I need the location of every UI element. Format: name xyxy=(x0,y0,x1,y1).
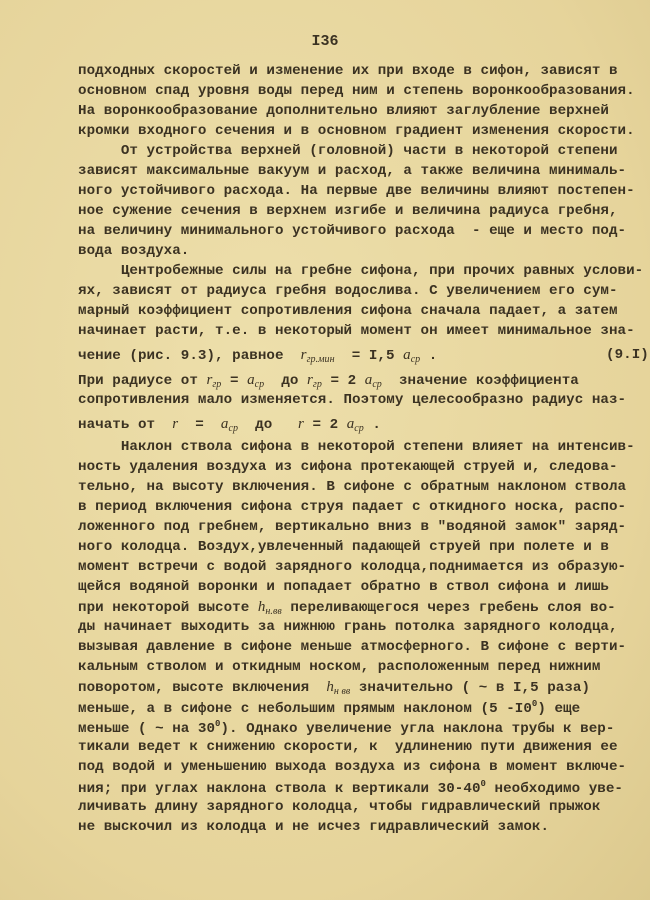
text-segment: значительно ( ~ в I,5 раза) xyxy=(350,680,591,696)
text-segment: значение коэффициента xyxy=(381,373,579,389)
formula-part: гр.мин xyxy=(306,354,335,365)
formula-part: 0 xyxy=(480,779,486,789)
text-line xyxy=(78,63,618,79)
text-segment: Центробежные силы на гребне сифона, при прочих равных услови- xyxy=(78,263,644,279)
text-segment: начать от xyxy=(78,417,173,433)
formula-part: гр xyxy=(312,379,322,390)
text-segment: личивать длину зарядного колодца, чтобы гидравлический прыжок xyxy=(78,799,601,815)
text-segment: ного колодца. Воздух,увлеченный падающей струей при полете и в xyxy=(78,539,609,555)
formula-part: a xyxy=(346,416,355,432)
text-segment: кромки входного сечения и в основном градиент изменения скорости. xyxy=(78,123,635,139)
text-segment: = 2 xyxy=(321,373,365,389)
text-segment: . xyxy=(363,417,381,433)
text-segment: От устройства верхней (головной) части в некоторой степени xyxy=(78,143,618,159)
text-line xyxy=(78,759,626,775)
text-line xyxy=(78,799,600,815)
formula-part: ср xyxy=(410,354,421,365)
equation-number: (9.I) xyxy=(606,347,649,363)
text-segment: кальным стволом и откидным носком, расположенным перед нижним xyxy=(78,659,601,675)
text-segment: начинает расти, т.е. в некоторый момент он имеет минимальное зна- xyxy=(78,323,635,339)
text-line xyxy=(78,499,626,515)
text-segment: до xyxy=(238,417,298,433)
text-line xyxy=(78,559,626,575)
text-segment: до xyxy=(264,373,308,389)
formula-part: a xyxy=(364,372,373,388)
text-segment: На воронкообразование дополнительно влияют заглубление верхней xyxy=(78,103,609,119)
formula-part: a xyxy=(247,372,255,388)
text-line xyxy=(78,519,626,535)
text-line xyxy=(78,579,609,595)
text-line xyxy=(78,123,635,139)
text-segment: ное сужение сечения в верхнем изгибе и величина радиуса гребня, xyxy=(78,203,618,219)
text-segment: ложенного под гребнем, вертикально вниз в "водяной замок" заряд- xyxy=(78,519,627,535)
text-line xyxy=(78,103,609,119)
text-line xyxy=(78,539,609,555)
formula-part: 0 xyxy=(531,699,538,709)
text-segment: необходимо уве- xyxy=(485,781,623,797)
text-segment: = xyxy=(178,417,221,433)
text-line xyxy=(78,323,635,339)
text-line xyxy=(78,659,600,675)
text-line xyxy=(78,819,549,835)
text-segment: тельно, на высоту включения. В сифоне с обратным наклоном ствола xyxy=(78,479,627,495)
formula-part: r xyxy=(297,416,304,432)
text-segment: переливающегося через гребень слоя во- xyxy=(281,600,616,616)
formula-part: ср xyxy=(228,423,239,434)
text-segment: ях, зависят от радиуса гребня водослива. С увеличением его сум- xyxy=(78,283,618,299)
text-line xyxy=(78,143,618,159)
text-segment: тикали ведет к снижению скорости, к удлинению пути движения ее xyxy=(78,739,618,755)
text-segment: зависят максимальные вакуум и расход, а также величина минималь- xyxy=(78,163,627,179)
text-line xyxy=(78,183,635,199)
formula-part: r xyxy=(307,372,313,388)
text-segment: ) еще xyxy=(537,701,581,717)
text-segment: = xyxy=(221,373,248,389)
text-segment: вода воздуха. xyxy=(78,243,190,259)
text-segment: под водой и уменьшению выхода воздуха из сифона в момент включе- xyxy=(78,759,627,775)
page-number: I36 xyxy=(311,33,339,50)
text-segment: поворотом, высоте включения xyxy=(78,680,327,696)
text-segment: основном спад уровня воды перед ним и степень воронкообразования. xyxy=(78,83,635,99)
text-line xyxy=(78,243,189,259)
text-line xyxy=(78,347,649,365)
text-segment: меньше ( ~ на 30 xyxy=(78,721,216,737)
text-segment: щейся водяной воронки и попадает обратно в ствол сифона и лишь xyxy=(78,579,609,595)
text-line xyxy=(78,223,626,239)
formula-part: 0 xyxy=(215,719,221,729)
text-line xyxy=(78,392,626,408)
text-segment: в период включения сифона струя падает с откидного носка, распо- xyxy=(78,499,627,515)
text-line xyxy=(78,599,616,617)
formula-part: r xyxy=(300,347,307,363)
text-line xyxy=(78,83,635,99)
text-segment: . xyxy=(420,348,438,364)
text-segment: Наклон ствола сифона в некоторой степени влияет на интенсив- xyxy=(78,439,635,455)
formula-part: h xyxy=(326,679,334,695)
text-line xyxy=(78,303,618,319)
formula-part: ср xyxy=(354,423,364,434)
text-line xyxy=(78,283,618,299)
text-segment: чение (рис. 9.3), равное xyxy=(78,348,301,364)
text-line xyxy=(78,439,635,455)
text-line xyxy=(78,203,618,219)
text-segment: ). Однако увеличение угла наклона трубы к вер- xyxy=(220,721,615,737)
text-segment: не выскочил из колодца и не исчез гидравлический замок. xyxy=(78,819,550,835)
text-segment: При радиусе от xyxy=(78,373,207,389)
text-line xyxy=(78,619,618,635)
text-segment: меньше, а в сифоне с небольшим прямым наклоном (5 -I0 xyxy=(78,701,532,717)
text-segment: на величину минимального устойчивого расхода - еще и место под- xyxy=(78,223,627,239)
text-line xyxy=(78,263,643,279)
text-segment: ность удаления воздуха из сифона протекающей струей и, следова- xyxy=(78,459,618,475)
formula-part: a xyxy=(403,347,411,363)
formula-part: ср xyxy=(372,379,382,390)
text-segment: = I,5 xyxy=(334,348,404,364)
text-segment: момент встречи с водой зарядного колодца,поднимается из образую- xyxy=(78,559,627,575)
formula-part: ср xyxy=(254,379,265,390)
text-segment: подходных скоростей и изменение их при входе в сифон, зависят в xyxy=(78,63,618,79)
formula-part: a xyxy=(220,416,229,432)
text-line xyxy=(78,639,626,655)
formula-part: гр xyxy=(212,379,222,390)
text-line xyxy=(78,739,618,755)
text-segment: марный коэффициент сопротивления сифона сначала падает, а затем xyxy=(78,303,618,319)
text-line xyxy=(78,163,626,179)
text-line xyxy=(78,719,614,737)
text-segment: ния; при углах наклона ствола к вертикали 30-40 xyxy=(78,781,481,797)
formula-part: h xyxy=(257,599,266,615)
formula-part: н.вв xyxy=(265,606,282,617)
formula-part: н вв xyxy=(333,686,351,697)
text-segment: вызывая давление в сифоне меньше атмосферного. В сифоне с верти- xyxy=(78,639,627,655)
text-segment: при некоторой высоте xyxy=(78,600,258,616)
text-line xyxy=(78,459,618,475)
text-segment: сопротивления мало изменяется. Поэтому целесообразно радиус наз- xyxy=(78,392,627,408)
text-line xyxy=(78,479,626,495)
text-line xyxy=(78,679,590,697)
text-segment: = 2 xyxy=(303,417,347,433)
text-segment: ды начинает выходить за нижнюю грань потолка зарядного колодца, xyxy=(78,619,618,635)
text-line xyxy=(78,699,580,717)
formula-part: r xyxy=(172,416,179,432)
text-line xyxy=(78,416,381,434)
formula-part: r xyxy=(206,372,213,388)
text-line xyxy=(78,779,623,797)
text-segment: ного устойчивого расхода. На первые две величины влияют постепен- xyxy=(78,183,635,199)
text-line xyxy=(78,372,579,390)
